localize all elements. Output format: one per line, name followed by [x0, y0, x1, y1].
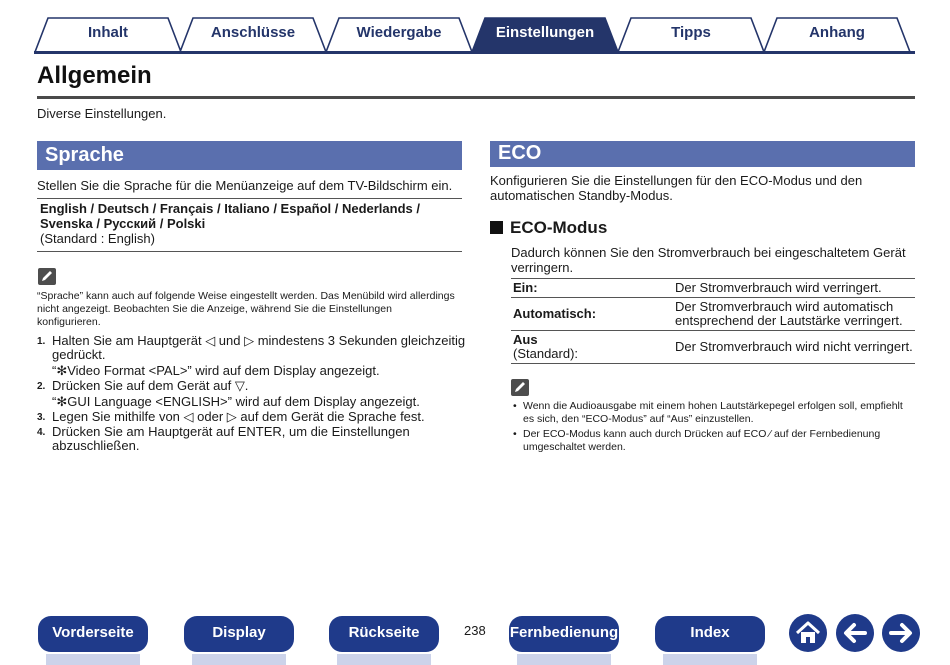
tab-label: Wiedergabe [356, 24, 442, 41]
nav-button-fernbedienung[interactable]: Fernbedienung [509, 616, 619, 652]
step-text: Drücken Sie am Hauptgerät auf ENTER, um die Einstellungen abzuschließen. [52, 424, 410, 453]
table-key: Ein: [513, 280, 538, 295]
table-row [511, 298, 915, 331]
eco-mode-heading [490, 218, 607, 238]
home-icon [789, 614, 827, 652]
home-button[interactable] [789, 614, 827, 652]
list-item: • Der ECO-Modus kann auch durch Drücken auf ECO ⁄ auf der Fernbedienung umgeschaltet werden. [511, 428, 915, 454]
table-value: Der Stromverbrauch wird verringert. [675, 280, 882, 295]
step-text: Legen Sie mithilfe von ◁ oder ▷ auf dem Gerät die Sprache fest. [52, 409, 425, 424]
eco-mode-table [511, 278, 915, 364]
eco-mode-description: Dadurch können Sie den Stromverbrauch bei eingeschaltetem Gerät verringern. [511, 245, 906, 275]
step-subtext: “✻GUI Language <ENGLISH>” wird auf dem Display angezeigt. [52, 394, 420, 409]
step-subtext: “✻Video Format <PAL>” wird auf dem Display angezeigt. [52, 363, 380, 378]
back-arrow-icon [836, 614, 874, 652]
table-key [511, 331, 673, 364]
nav-button-rueckseite[interactable]: Rückseite [329, 616, 439, 652]
sprache-steps-list [37, 334, 467, 454]
nav-button-vorderseite[interactable]: Vorderseite [38, 616, 148, 652]
square-bullet-icon [490, 221, 503, 234]
title-divider [37, 96, 915, 99]
table-row [511, 279, 915, 298]
tab-label: Inhalt [88, 24, 128, 41]
table-key-main: Aus [513, 332, 538, 347]
tab-label: Anschlüsse [210, 24, 296, 41]
tab-label: Tipps [671, 24, 711, 41]
step-item [37, 410, 467, 424]
table-key-sub: (Standard): [513, 346, 579, 361]
page-number: 238 [464, 623, 486, 638]
language-options-line: English / Deutsch / Français / Italiano / Español / Nederlands / [40, 201, 420, 216]
table-key: Automatisch: [513, 306, 597, 321]
step-text: Drücken Sie auf dem Gerät auf ▽. [52, 378, 249, 393]
language-standard: (Standard : English) [40, 231, 155, 246]
page-title: Allgemein [37, 62, 152, 89]
tab-anhang[interactable] [763, 17, 911, 53]
eco-mode-title: ECO-Modus [510, 218, 608, 237]
note-pencil-icon [38, 268, 56, 285]
section-heading-sprache: Sprache [37, 141, 462, 170]
tab-anschluesse[interactable] [179, 17, 327, 53]
tab-label: Einstellungen [495, 24, 595, 41]
step-text: Halten Sie am Hauptgerät ◁ und ▷ mindestens 3 Sekunden gleichzeitig gedrückt. [52, 333, 466, 362]
step-number: 4. [37, 427, 46, 438]
back-button[interactable] [836, 614, 874, 652]
sprache-note: “Sprache” kann auch auf folgende Weise eingestellt werden. Das Menübild wird allerdings nicht angezeigt. Beobachten Sie die Anzeige, während Sie die Einstellungen konfigurieren. [37, 290, 455, 328]
nav-button-index[interactable]: Index [655, 616, 765, 652]
tab-inhalt[interactable] [34, 17, 182, 53]
table-value: Der Stromverbrauch wird automatisch entsprechend der Lautstärke verringert. [675, 299, 903, 328]
step-item [37, 379, 467, 409]
tab-underline [34, 51, 915, 54]
sprache-description: Stellen Sie die Sprache für die Menüanzeige auf dem TV-Bildschirm ein. [37, 178, 453, 193]
forward-arrow-icon [882, 614, 920, 652]
step-number: 1. [37, 336, 46, 347]
step-number: 2. [37, 381, 46, 392]
eco-notes-list [511, 400, 915, 456]
eco-description: Konfigurieren Sie die Einstellungen für den ECO-Modus und den automatischen Standby-Modus. [490, 173, 863, 203]
nav-button-display[interactable]: Display [184, 616, 294, 652]
tab-wiedergabe[interactable] [325, 17, 473, 53]
list-item: • Wenn die Audioausgabe mit einem hohen Lautstärkepegel erfolgen soll, empfiehlt es sich, den “ECO-Modus” auf “Aus” einzustellen. [511, 400, 915, 426]
page-intro: Diverse Einstellungen. [37, 106, 167, 121]
tab-einstellungen[interactable] [471, 17, 619, 53]
step-number: 3. [37, 412, 46, 423]
note-pencil-icon [511, 379, 529, 396]
forward-button[interactable] [882, 614, 920, 652]
section-heading-eco: ECO [490, 141, 915, 167]
table-value: Der Stromverbrauch wird nicht verringert. [675, 339, 913, 354]
tab-label: Anhang [809, 24, 865, 41]
tab-bar [34, 17, 915, 55]
step-item [37, 425, 467, 453]
language-options-line: Svenska / Русский / Polski [40, 216, 206, 231]
table-row [511, 331, 915, 364]
language-options-box [37, 198, 462, 252]
tab-tipps[interactable] [617, 17, 765, 53]
step-item [37, 334, 467, 378]
